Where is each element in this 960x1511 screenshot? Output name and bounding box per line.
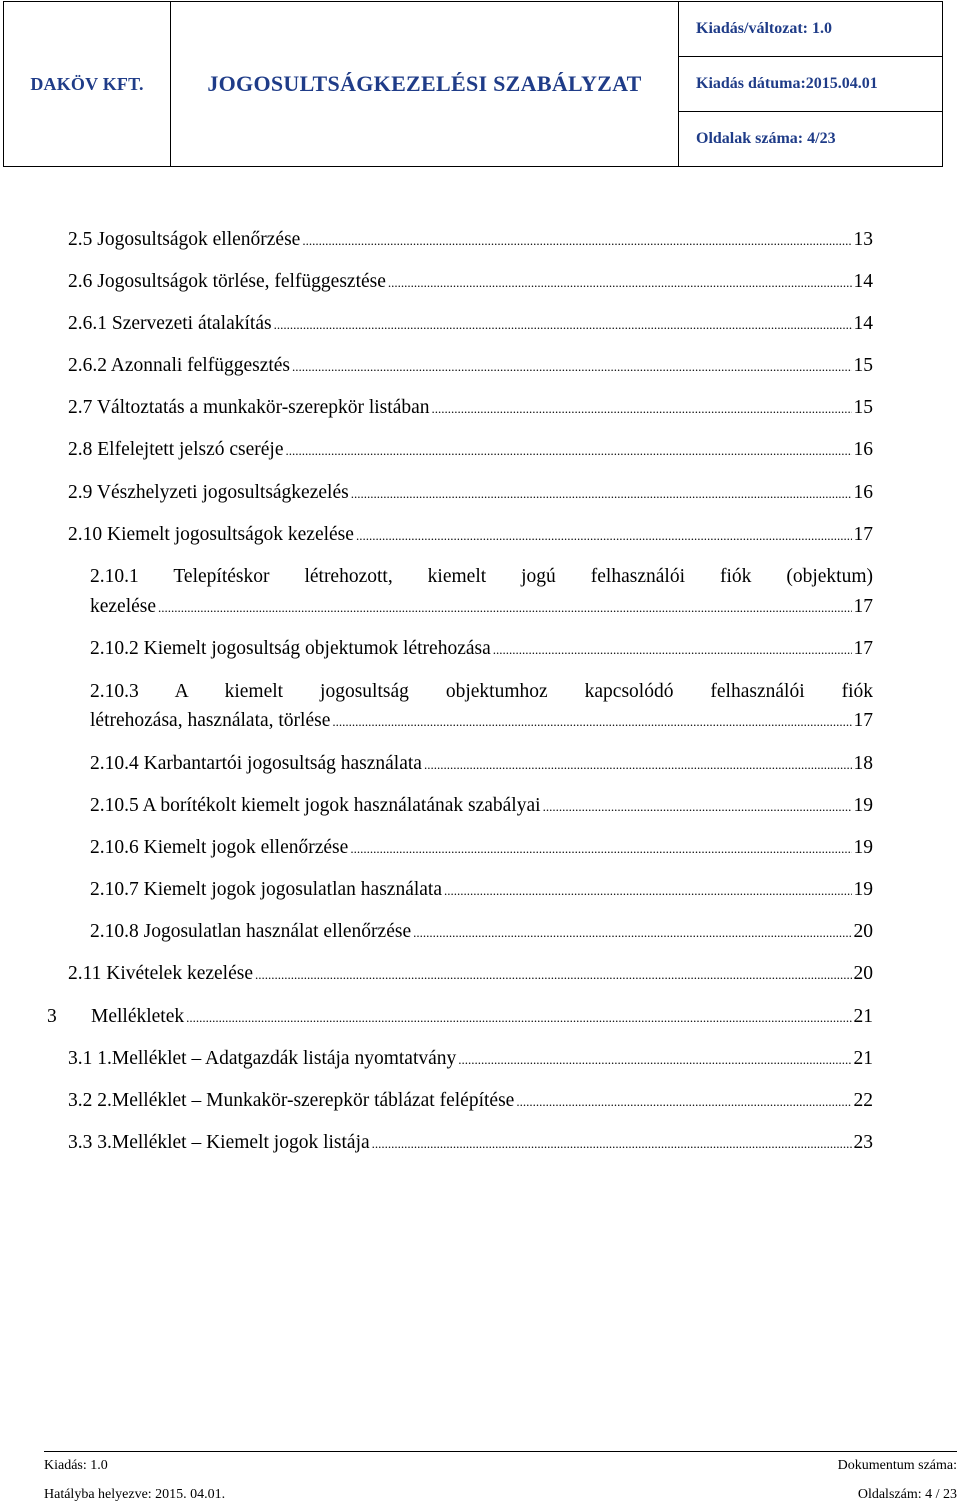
toc-page: 14 [853,313,873,334]
document-title: JOGOSULTSÁGKEZELÉSI SZABÁLYZAT [207,71,642,96]
toc-label: kezelése [90,596,157,617]
toc-entry[interactable] [68,962,873,987]
toc-entry[interactable] [68,1047,873,1072]
toc-leader [332,710,851,734]
toc-label: 2.10.4 Karbantartói jogosultság használata [90,753,422,774]
toc-number: 3 [47,1006,57,1027]
page-count-text: Oldalak száma: 4/23 [696,130,836,147]
toc-entry[interactable] [68,354,873,379]
toc-label: 2.5 Jogosultságok ellenőrzése [68,229,301,250]
toc-entry[interactable] [90,920,873,945]
toc-label: 3.2 2.Melléklet – Munkakör-szerepkör táblázat felépítése [68,1090,515,1111]
toc-page: 21 [853,1048,873,1069]
toc-entry[interactable] [68,1089,873,1114]
toc-entry[interactable] [68,481,873,506]
toc-leader [285,439,851,463]
toc-entry[interactable] [68,228,873,253]
toc-leader [543,795,852,819]
toc-page: 20 [853,963,873,984]
footer-issue: Kiadás: 1.0 [44,1458,108,1473]
toc-page: 15 [853,355,873,376]
toc-page: 23 [853,1132,873,1153]
toc-entry[interactable] [90,752,873,777]
toc-page: 17 [853,710,873,731]
toc-label: 2.6.2 Azonnali felfüggesztés [68,355,291,376]
toc-leader [493,638,852,662]
toc-label: 2.11 Kivételek kezelése [68,963,253,984]
toc-label: 2.10.8 Jogosulatlan használat ellenőrzése [90,921,412,942]
toc-entry[interactable] [90,637,873,662]
toc-label: 2.10 Kiemelt jogosultságok kezelése [68,524,354,545]
toc-entry[interactable] [68,312,873,337]
toc-label: 2.6 Jogosultságok törlése, felfüggesztése [68,271,386,292]
toc-label: 2.10.5 A borítékolt kiemelt jogok használatának szabályai [90,795,541,816]
toc-entry[interactable] [68,396,873,421]
toc-entry[interactable] [90,709,873,734]
toc-leader [302,229,851,253]
toc-label: 2.10.7 Kiemelt jogok jogosulatlan használata [90,879,442,900]
toc-label: 3.3 3.Melléklet – Kiemelt jogok listája [68,1132,370,1153]
toc-label: 2.6.1 Szervezeti átalakítás [68,313,272,334]
toc-page: 17 [853,638,873,659]
toc-page: 19 [853,879,873,900]
document-header [3,1,943,167]
toc-entry[interactable] [68,523,873,548]
toc-entry-first-line[interactable]: 2.10.3 A kiemelt jogosultság objektumhoz kapcsolódó felhasználói fiók [90,681,873,702]
toc-page: 14 [853,271,873,292]
toc-label: létrehozása, használata, törlése [90,710,331,731]
toc-label: 3.1 1.Melléklet – Adatgazdák listája nyomtatvány [68,1048,457,1069]
toc-label: 2.8 Elfelejtett jelszó cseréje [68,439,284,460]
issue-date-text: Kiadás dátuma:2015.04.01 [696,75,878,92]
toc-leader [424,753,852,777]
toc-entry[interactable] [90,836,873,861]
footer-page-number: Oldalszám: 4 / 23 [857,1487,957,1502]
toc-page: 19 [853,795,873,816]
version-row [679,2,942,57]
toc-leader [516,1090,851,1114]
toc-label: 2.10.6 Kiemelt jogok ellenőrzése [90,837,349,858]
toc-leader [274,313,852,337]
footer-row-2 [44,1487,957,1503]
toc-leader [432,397,852,421]
toc-leader [158,596,851,620]
company-name: DAKÖV KFT. [30,73,144,94]
toc-leader [458,1048,851,1072]
toc-entry[interactable] [68,438,873,463]
toc-page: 16 [853,482,873,503]
toc-leader [292,355,851,379]
toc-page: 16 [853,439,873,460]
toc-entry[interactable] [90,794,873,819]
toc-leader [255,963,852,987]
toc-page: 22 [853,1090,873,1111]
meta-cell [679,2,942,166]
toc-label: 2.9 Vészhelyzeti jogosultságkezelés [68,482,349,503]
toc-leader [372,1132,852,1156]
toc-leader [388,271,852,295]
toc-page: 19 [853,837,873,858]
toc-page: 20 [853,921,873,942]
footer-effective-date: Hatályba helyezve: 2015. 04.01. [44,1487,226,1502]
toc-label: Mellékletek [91,1006,185,1027]
version-text: Kiadás/változat: 1.0 [696,20,832,37]
footer-row-1 [44,1458,957,1474]
toc-page: 17 [853,524,873,545]
toc-entry-first-line[interactable]: 2.10.1 Telepítéskor létrehozott, kiemelt jogú felhasználói fiók (objektum) [90,566,873,587]
toc-entry[interactable] [47,1005,873,1030]
toc-page: 15 [853,397,873,418]
footer-doc-number: Dokumentum száma: [837,1458,957,1473]
toc-page: 13 [853,229,873,250]
toc-page: 21 [853,1006,873,1027]
company-cell [4,2,171,166]
toc-entry[interactable] [68,270,873,295]
toc-leader [356,524,852,548]
page-count-row [679,112,942,166]
toc-entry[interactable] [90,878,873,903]
toc-page: 17 [853,596,873,617]
toc-label: 2.7 Változtatás a munkakör-szerepkör listában [68,397,430,418]
issue-date-row [679,57,942,112]
document-footer [44,1451,957,1502]
toc-entry[interactable] [68,1131,873,1156]
toc-leader [444,879,852,903]
toc-label: 2.10.2 Kiemelt jogosultság objektumok létrehozása [90,638,491,659]
toc-leader [186,1006,851,1030]
toc-leader [413,921,851,945]
toc-entry[interactable] [90,595,873,620]
toc-page: 18 [853,753,873,774]
title-cell [171,2,679,166]
toc-leader [350,837,851,861]
toc-leader [351,482,852,506]
